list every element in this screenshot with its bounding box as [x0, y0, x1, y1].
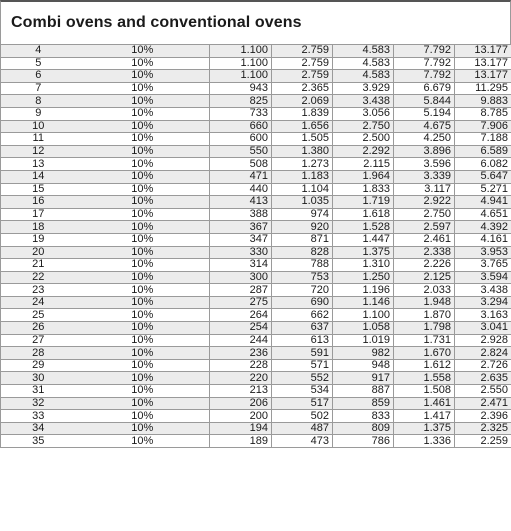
- value-cell: 1.417: [394, 410, 455, 423]
- value-cell: 1.447: [333, 233, 394, 246]
- value-cell: 2.550: [455, 385, 511, 398]
- value-cell: 1.558: [394, 372, 455, 385]
- value-cell: 7.792: [394, 57, 455, 70]
- value-cell: 2.365: [272, 82, 333, 95]
- value-cell: 6.679: [394, 82, 455, 95]
- value-cell: 254: [210, 322, 272, 335]
- value-cell: 1.273: [272, 158, 333, 171]
- percentage-cell: 10%: [76, 208, 210, 221]
- percentage-cell: 10%: [76, 271, 210, 284]
- value-cell: 9.883: [455, 95, 511, 108]
- row-number-cell: 14: [1, 170, 76, 183]
- table-row: [1, 259, 511, 272]
- value-cell: 1.019: [333, 334, 394, 347]
- table-row: [1, 95, 511, 108]
- value-cell: 920: [272, 221, 333, 234]
- value-cell: 7.792: [394, 45, 455, 58]
- value-cell: 200: [210, 410, 272, 423]
- value-cell: 828: [272, 246, 333, 259]
- value-cell: 13.177: [455, 57, 511, 70]
- value-cell: 347: [210, 233, 272, 246]
- value-cell: 2.033: [394, 284, 455, 297]
- value-cell: 5.194: [394, 107, 455, 120]
- percentage-cell: 10%: [76, 397, 210, 410]
- value-cell: 300: [210, 271, 272, 284]
- value-cell: 2.726: [455, 359, 511, 372]
- value-cell: 1.375: [394, 422, 455, 435]
- value-cell: 1.505: [272, 133, 333, 146]
- value-cell: 471: [210, 170, 272, 183]
- row-number-cell: 23: [1, 284, 76, 297]
- value-cell: 1.618: [333, 208, 394, 221]
- page-title: Combi ovens and conventional ovens: [0, 0, 511, 44]
- value-cell: 637: [272, 322, 333, 335]
- value-cell: 2.292: [333, 145, 394, 158]
- table-row: [1, 435, 511, 448]
- value-cell: 948: [333, 359, 394, 372]
- percentage-cell: 10%: [76, 158, 210, 171]
- percentage-cell: 10%: [76, 133, 210, 146]
- table-row: [1, 334, 511, 347]
- row-number-cell: 22: [1, 271, 76, 284]
- row-number-cell: 17: [1, 208, 76, 221]
- value-cell: 6.589: [455, 145, 511, 158]
- value-cell: 982: [333, 347, 394, 360]
- value-cell: 3.339: [394, 170, 455, 183]
- row-number-cell: 9: [1, 107, 76, 120]
- value-cell: 11.295: [455, 82, 511, 95]
- row-number-cell: 35: [1, 435, 76, 448]
- value-cell: 487: [272, 422, 333, 435]
- table-row: [1, 296, 511, 309]
- value-cell: 2.396: [455, 410, 511, 423]
- table-row: [1, 397, 511, 410]
- value-cell: 3.163: [455, 309, 511, 322]
- value-cell: 13.177: [455, 70, 511, 83]
- table-row: [1, 284, 511, 297]
- value-cell: 2.259: [455, 435, 511, 448]
- row-number-cell: 28: [1, 347, 76, 360]
- percentage-cell: 10%: [76, 120, 210, 133]
- value-cell: 1.964: [333, 170, 394, 183]
- value-cell: 2.226: [394, 259, 455, 272]
- value-cell: 4.392: [455, 221, 511, 234]
- value-cell: 4.675: [394, 120, 455, 133]
- row-number-cell: 34: [1, 422, 76, 435]
- value-cell: 1.058: [333, 322, 394, 335]
- value-cell: 1.104: [272, 183, 333, 196]
- value-cell: 6.082: [455, 158, 511, 171]
- table-row: [1, 120, 511, 133]
- value-cell: 1.336: [394, 435, 455, 448]
- value-cell: 7.792: [394, 70, 455, 83]
- row-number-cell: 21: [1, 259, 76, 272]
- value-cell: 809: [333, 422, 394, 435]
- value-cell: 733: [210, 107, 272, 120]
- value-cell: 1.100: [210, 45, 272, 58]
- row-number-cell: 29: [1, 359, 76, 372]
- percentage-cell: 10%: [76, 233, 210, 246]
- row-number-cell: 24: [1, 296, 76, 309]
- table-row: [1, 385, 511, 398]
- value-cell: 2.500: [333, 133, 394, 146]
- value-cell: 264: [210, 309, 272, 322]
- percentage-cell: 10%: [76, 347, 210, 360]
- value-cell: 571: [272, 359, 333, 372]
- value-cell: 3.117: [394, 183, 455, 196]
- value-cell: 206: [210, 397, 272, 410]
- value-cell: 1.461: [394, 397, 455, 410]
- value-cell: 3.596: [394, 158, 455, 171]
- value-cell: 4.583: [333, 57, 394, 70]
- percentage-cell: 10%: [76, 422, 210, 435]
- value-cell: 786: [333, 435, 394, 448]
- value-cell: 5.844: [394, 95, 455, 108]
- percentage-cell: 10%: [76, 70, 210, 83]
- value-cell: 2.750: [394, 208, 455, 221]
- row-number-cell: 11: [1, 133, 76, 146]
- percentage-cell: 10%: [76, 183, 210, 196]
- table-row: [1, 145, 511, 158]
- value-cell: 1.146: [333, 296, 394, 309]
- percentage-cell: 10%: [76, 145, 210, 158]
- value-cell: 213: [210, 385, 272, 398]
- value-cell: 440: [210, 183, 272, 196]
- table-row: [1, 57, 511, 70]
- value-cell: 413: [210, 196, 272, 209]
- value-cell: 2.069: [272, 95, 333, 108]
- table-row: [1, 107, 511, 120]
- row-number-cell: 32: [1, 397, 76, 410]
- value-cell: 4.583: [333, 45, 394, 58]
- value-cell: 4.250: [394, 133, 455, 146]
- percentage-cell: 10%: [76, 359, 210, 372]
- value-cell: 1.508: [394, 385, 455, 398]
- row-number-cell: 12: [1, 145, 76, 158]
- value-cell: 1.100: [333, 309, 394, 322]
- value-cell: 228: [210, 359, 272, 372]
- value-cell: 2.928: [455, 334, 511, 347]
- value-cell: 2.115: [333, 158, 394, 171]
- value-cell: 943: [210, 82, 272, 95]
- value-cell: 887: [333, 385, 394, 398]
- value-cell: 3.294: [455, 296, 511, 309]
- value-cell: 4.651: [455, 208, 511, 221]
- table-row: [1, 322, 511, 335]
- row-number-cell: 15: [1, 183, 76, 196]
- value-cell: 2.338: [394, 246, 455, 259]
- table-body: [1, 45, 511, 448]
- row-number-cell: 20: [1, 246, 76, 259]
- value-cell: 3.594: [455, 271, 511, 284]
- value-cell: 552: [272, 372, 333, 385]
- value-cell: 330: [210, 246, 272, 259]
- percentage-cell: 10%: [76, 296, 210, 309]
- row-number-cell: 30: [1, 372, 76, 385]
- value-cell: 2.125: [394, 271, 455, 284]
- value-cell: 508: [210, 158, 272, 171]
- value-cell: 1.670: [394, 347, 455, 360]
- value-cell: 1.833: [333, 183, 394, 196]
- percentage-cell: 10%: [76, 410, 210, 423]
- value-cell: 1.183: [272, 170, 333, 183]
- row-number-cell: 10: [1, 120, 76, 133]
- table-row: [1, 359, 511, 372]
- value-cell: 2.922: [394, 196, 455, 209]
- value-cell: 859: [333, 397, 394, 410]
- value-cell: 3.438: [333, 95, 394, 108]
- percentage-cell: 10%: [76, 259, 210, 272]
- row-number-cell: 18: [1, 221, 76, 234]
- value-cell: 917: [333, 372, 394, 385]
- value-cell: 720: [272, 284, 333, 297]
- value-cell: 2.750: [333, 120, 394, 133]
- percentage-cell: 10%: [76, 372, 210, 385]
- value-cell: 7.188: [455, 133, 511, 146]
- value-cell: 825: [210, 95, 272, 108]
- value-cell: 788: [272, 259, 333, 272]
- row-number-cell: 25: [1, 309, 76, 322]
- value-cell: 534: [272, 385, 333, 398]
- value-cell: 220: [210, 372, 272, 385]
- row-number-cell: 6: [1, 70, 76, 83]
- row-number-cell: 7: [1, 82, 76, 95]
- percentage-cell: 10%: [76, 435, 210, 448]
- percentage-cell: 10%: [76, 309, 210, 322]
- table-row: [1, 158, 511, 171]
- value-cell: 591: [272, 347, 333, 360]
- percentage-cell: 10%: [76, 284, 210, 297]
- value-cell: 974: [272, 208, 333, 221]
- value-cell: 833: [333, 410, 394, 423]
- table-row: [1, 183, 511, 196]
- table-row: [1, 271, 511, 284]
- value-cell: 7.906: [455, 120, 511, 133]
- value-cell: 600: [210, 133, 272, 146]
- table-row: [1, 82, 511, 95]
- value-cell: 314: [210, 259, 272, 272]
- value-cell: 2.635: [455, 372, 511, 385]
- value-cell: 517: [272, 397, 333, 410]
- value-cell: 4.583: [333, 70, 394, 83]
- value-cell: 189: [210, 435, 272, 448]
- value-cell: 502: [272, 410, 333, 423]
- value-cell: 1.656: [272, 120, 333, 133]
- value-cell: 1.948: [394, 296, 455, 309]
- percentage-cell: 10%: [76, 95, 210, 108]
- percentage-cell: 10%: [76, 334, 210, 347]
- value-cell: 2.471: [455, 397, 511, 410]
- percentage-cell: 10%: [76, 385, 210, 398]
- value-cell: 4.161: [455, 233, 511, 246]
- value-cell: 1.380: [272, 145, 333, 158]
- value-cell: 4.941: [455, 196, 511, 209]
- row-number-cell: 4: [1, 45, 76, 58]
- table-row: [1, 170, 511, 183]
- value-cell: 1.731: [394, 334, 455, 347]
- table-row: [1, 246, 511, 259]
- value-cell: 1.839: [272, 107, 333, 120]
- value-cell: 1.719: [333, 196, 394, 209]
- table-row: [1, 208, 511, 221]
- value-cell: 2.325: [455, 422, 511, 435]
- percentage-cell: 10%: [76, 322, 210, 335]
- value-cell: 236: [210, 347, 272, 360]
- row-number-cell: 5: [1, 57, 76, 70]
- value-cell: 1.375: [333, 246, 394, 259]
- percentage-cell: 10%: [76, 221, 210, 234]
- value-cell: 871: [272, 233, 333, 246]
- value-cell: 660: [210, 120, 272, 133]
- table-row: [1, 133, 511, 146]
- value-cell: 5.647: [455, 170, 511, 183]
- value-cell: 473: [272, 435, 333, 448]
- value-cell: 1.196: [333, 284, 394, 297]
- percentage-cell: 10%: [76, 170, 210, 183]
- value-cell: 3.896: [394, 145, 455, 158]
- value-cell: 2.759: [272, 45, 333, 58]
- value-cell: 2.461: [394, 233, 455, 246]
- percentage-cell: 10%: [76, 246, 210, 259]
- row-number-cell: 13: [1, 158, 76, 171]
- value-cell: 1.100: [210, 57, 272, 70]
- value-cell: 1.870: [394, 309, 455, 322]
- table-row: [1, 410, 511, 423]
- value-cell: 3.056: [333, 107, 394, 120]
- value-cell: 244: [210, 334, 272, 347]
- table-row: [1, 309, 511, 322]
- row-number-cell: 26: [1, 322, 76, 335]
- row-number-cell: 19: [1, 233, 76, 246]
- table-row: [1, 422, 511, 435]
- row-number-cell: 31: [1, 385, 76, 398]
- table-row: [1, 196, 511, 209]
- table-row: [1, 347, 511, 360]
- value-cell: 3.929: [333, 82, 394, 95]
- value-cell: 3.041: [455, 322, 511, 335]
- row-number-cell: 27: [1, 334, 76, 347]
- value-cell: 2.824: [455, 347, 511, 360]
- percentage-cell: 10%: [76, 82, 210, 95]
- value-cell: 3.953: [455, 246, 511, 259]
- value-cell: 8.785: [455, 107, 511, 120]
- value-cell: 753: [272, 271, 333, 284]
- value-cell: 2.759: [272, 57, 333, 70]
- percentage-cell: 10%: [76, 45, 210, 58]
- value-cell: 194: [210, 422, 272, 435]
- percentage-cell: 10%: [76, 57, 210, 70]
- value-cell: 1.035: [272, 196, 333, 209]
- table-row: [1, 233, 511, 246]
- table-row: [1, 70, 511, 83]
- value-cell: 13.177: [455, 45, 511, 58]
- value-cell: 1.250: [333, 271, 394, 284]
- row-number-cell: 16: [1, 196, 76, 209]
- row-number-cell: 33: [1, 410, 76, 423]
- value-cell: 1.100: [210, 70, 272, 83]
- percentage-cell: 10%: [76, 107, 210, 120]
- table-row: [1, 221, 511, 234]
- table-row: [1, 372, 511, 385]
- value-cell: 5.271: [455, 183, 511, 196]
- value-cell: 1.310: [333, 259, 394, 272]
- value-cell: 2.597: [394, 221, 455, 234]
- value-cell: 1.528: [333, 221, 394, 234]
- value-cell: 3.438: [455, 284, 511, 297]
- value-cell: 388: [210, 208, 272, 221]
- oven-data-table: [0, 44, 511, 448]
- value-cell: 1.798: [394, 322, 455, 335]
- value-cell: 690: [272, 296, 333, 309]
- value-cell: 1.612: [394, 359, 455, 372]
- value-cell: 287: [210, 284, 272, 297]
- value-cell: 550: [210, 145, 272, 158]
- value-cell: 275: [210, 296, 272, 309]
- value-cell: 662: [272, 309, 333, 322]
- row-number-cell: 8: [1, 95, 76, 108]
- table-row: [1, 45, 511, 58]
- percentage-cell: 10%: [76, 196, 210, 209]
- value-cell: 2.759: [272, 70, 333, 83]
- value-cell: 613: [272, 334, 333, 347]
- value-cell: 367: [210, 221, 272, 234]
- value-cell: 3.765: [455, 259, 511, 272]
